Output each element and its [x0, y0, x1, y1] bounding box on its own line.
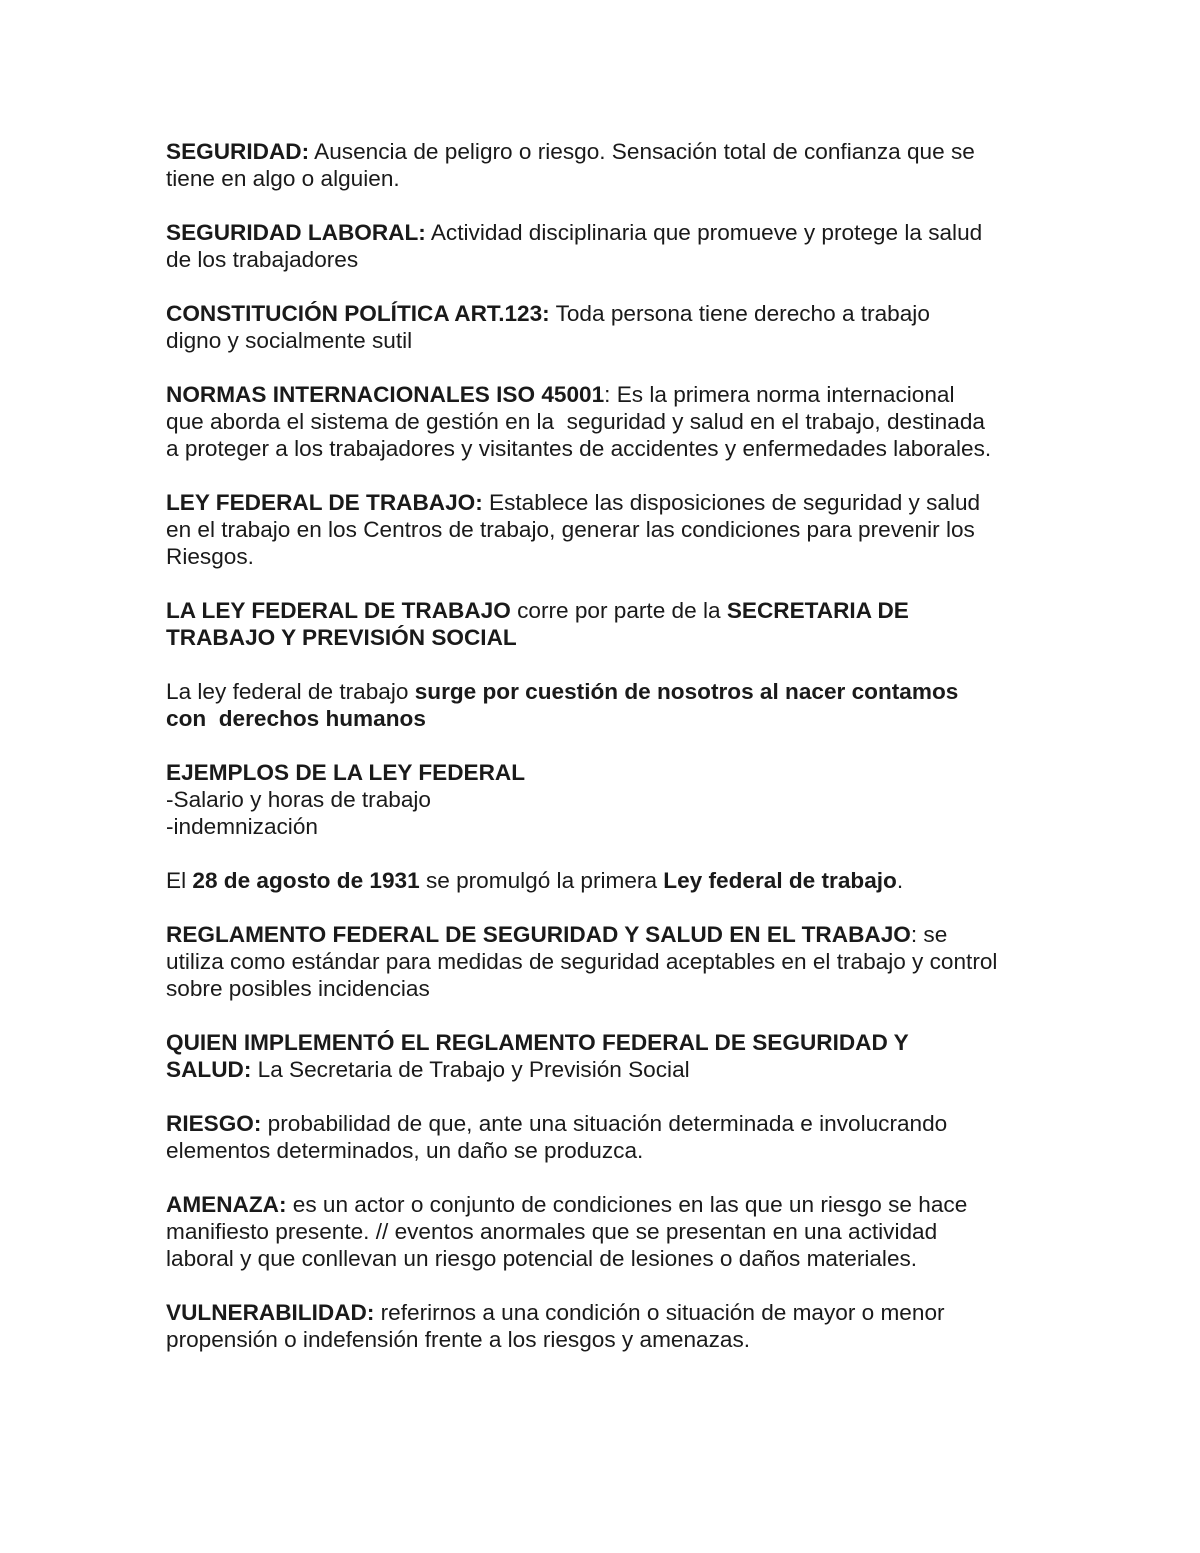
paragraph: [166, 867, 1046, 894]
bold-text-run: QUIEN IMPLEMENTÓ EL REGLAMENTO FEDERAL DE SEGURIDAD Y: [166, 1030, 909, 1055]
document-page: [166, 138, 1046, 1380]
text-line: [166, 1218, 1046, 1245]
text-line: [166, 867, 1046, 894]
bold-text-run: con derechos humanos: [166, 706, 426, 731]
text-run: de los trabajadores: [166, 247, 359, 272]
text-line: [166, 1245, 1046, 1272]
text-run: en el trabajo en los Centros de trabajo, generar las condiciones para prevenir los: [166, 517, 975, 542]
text-line: [166, 624, 1046, 651]
text-line: [166, 759, 1046, 786]
text-line: [166, 516, 1046, 543]
text-line: [166, 435, 1046, 462]
text-line: [166, 1191, 1046, 1218]
text-run: La Secretaria de Trabajo y Previsión Social: [251, 1057, 690, 1082]
text-line: [166, 705, 1046, 732]
text-run: que aborda el sistema de gestión en la seguridad y salud en el trabajo, destinada: [166, 409, 985, 434]
text-run: Actividad disciplinaria que promueve y protege la salud: [425, 220, 983, 245]
text-line: [166, 381, 1046, 408]
text-run: probabilidad de que, ante una situación determinada e involucrando: [261, 1111, 948, 1136]
bold-text-run: EJEMPLOS DE LA LEY FEDERAL: [166, 760, 526, 785]
text-run: .: [896, 868, 904, 893]
text-run: Ausencia de peligro o riesgo. Sensación total de confianza que se: [309, 139, 975, 164]
text-run: tiene en algo o alguien.: [166, 166, 400, 191]
text-line: [166, 1299, 1046, 1326]
text-line: [166, 246, 1046, 273]
text-run: La ley federal de trabajo: [166, 679, 415, 704]
bold-text-run: surge por cuestión de nosotros al nacer contamos: [414, 679, 959, 704]
text-line: [166, 1110, 1046, 1137]
bold-text-run: SALUD:: [166, 1057, 252, 1082]
text-line: [166, 543, 1046, 570]
text-run: Riesgos.: [166, 544, 254, 569]
text-line: [166, 1326, 1046, 1353]
paragraph: [166, 1299, 1046, 1353]
text-line: [166, 1029, 1046, 1056]
text-run: El: [166, 868, 193, 893]
text-line: [166, 300, 1046, 327]
bold-text-run: NORMAS INTERNACIONALES ISO 45001: [166, 382, 605, 407]
text-run: : se: [910, 922, 948, 947]
text-line: [166, 408, 1046, 435]
text-run: utiliza como estándar para medidas de seguridad aceptables en el trabajo y control: [166, 949, 998, 974]
paragraph: [166, 1191, 1046, 1272]
text-run: -indemnización: [166, 814, 318, 839]
text-line: [166, 975, 1046, 1002]
bold-text-run: AMENAZA:: [166, 1192, 287, 1217]
text-run: manifiesto presente. // eventos anormales que se presentan en una actividad: [166, 1219, 938, 1244]
bold-text-run: LA LEY FEDERAL DE TRABAJO: [166, 598, 511, 623]
paragraph: [166, 1110, 1046, 1164]
paragraph: [166, 1029, 1046, 1083]
bold-text-run: 28 de agosto de 1931: [192, 868, 420, 893]
text-run: -Salario y horas de trabajo: [166, 787, 431, 812]
text-line: [166, 813, 1046, 840]
text-run: : Es la primera norma internacional: [604, 382, 955, 407]
text-run: Toda persona tiene derecho a trabajo: [549, 301, 930, 326]
text-line: [166, 786, 1046, 813]
text-line: [166, 327, 1046, 354]
text-line: [166, 678, 1046, 705]
text-run: Establece las disposiciones de seguridad y salud: [482, 490, 981, 515]
text-run: referirnos a una condición o situación de mayor o menor: [374, 1300, 945, 1325]
paragraph: [166, 597, 1046, 651]
bold-text-run: Ley federal de trabajo: [663, 868, 897, 893]
bold-text-run: SEGURIDAD:: [166, 139, 310, 164]
text-run: elementos determinados, un daño se produzca.: [166, 1138, 644, 1163]
text-line: [166, 948, 1046, 975]
text-run: digno y socialmente sutil: [166, 328, 413, 353]
bold-text-run: LEY FEDERAL DE TRABAJO:: [166, 490, 483, 515]
paragraph: [166, 489, 1046, 570]
bold-text-run: TRABAJO Y PREVISIÓN SOCIAL: [166, 625, 517, 650]
text-line: [166, 165, 1046, 192]
paragraph: [166, 678, 1046, 732]
bold-text-run: RIESGO:: [166, 1111, 262, 1136]
bold-text-run: REGLAMENTO FEDERAL DE SEGURIDAD Y SALUD EN EL TRABAJO: [166, 922, 911, 947]
paragraph: [166, 219, 1046, 273]
text-line: [166, 219, 1046, 246]
text-run: laboral y que conllevan un riesgo potencial de lesiones o daños materiales.: [166, 1246, 918, 1271]
text-line: [166, 597, 1046, 624]
bold-text-run: SECRETARIA DE: [726, 598, 909, 623]
paragraph: [166, 381, 1046, 462]
text-line: [166, 489, 1046, 516]
text-run: corre por parte de la: [510, 598, 727, 623]
text-line: [166, 138, 1046, 165]
text-run: a proteger a los trabajadores y visitantes de accidentes y enfermedades laborales.: [166, 436, 992, 461]
bold-text-run: VULNERABILIDAD:: [166, 1300, 375, 1325]
text-line: [166, 1056, 1046, 1083]
bold-text-run: CONSTITUCIÓN POLÍTICA ART.123:: [166, 301, 550, 326]
paragraph: [166, 300, 1046, 354]
text-run: propensión o indefensión frente a los riesgos y amenazas.: [166, 1327, 751, 1352]
bold-text-run: SEGURIDAD LABORAL:: [166, 220, 426, 245]
paragraph: [166, 759, 1046, 840]
text-run: se promulgó la primera: [419, 868, 664, 893]
paragraph: [166, 138, 1046, 192]
text-line: [166, 921, 1046, 948]
paragraph: [166, 921, 1046, 1002]
text-run: es un actor o conjunto de condiciones en las que un riesgo se hace: [286, 1192, 968, 1217]
text-run: sobre posibles incidencias: [166, 976, 430, 1001]
text-line: [166, 1137, 1046, 1164]
